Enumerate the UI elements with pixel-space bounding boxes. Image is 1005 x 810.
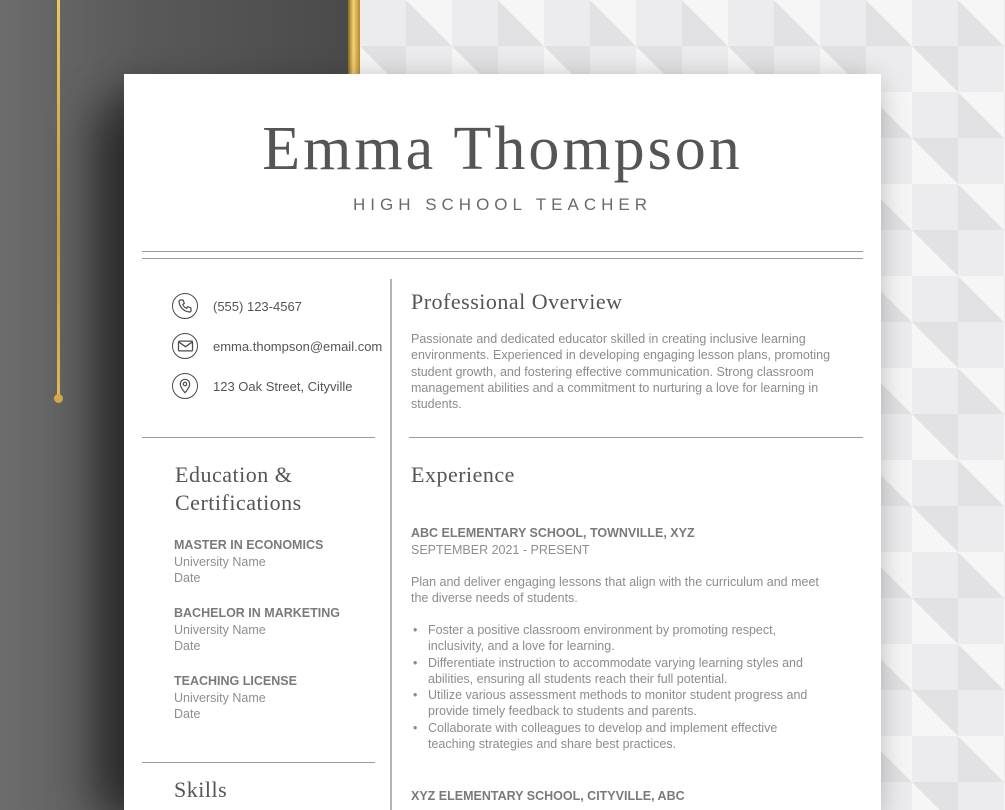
- education-item: [174, 673, 297, 723]
- education-item: [174, 537, 323, 587]
- phone-icon: [172, 293, 198, 319]
- education-item: [174, 605, 340, 655]
- education-school: University Name: [174, 690, 266, 705]
- education-date: Date: [174, 639, 201, 653]
- education-school: University Name: [174, 622, 266, 637]
- experience-heading: Experience: [411, 462, 515, 487]
- job-bullets: [411, 622, 821, 752]
- job-bullet: • Collaborate with colleagues to develop and implement effective teaching strategies and share best practices.: [411, 720, 821, 753]
- education-degree: TEACHING LICENSE: [174, 674, 297, 688]
- contact-email: [172, 332, 382, 360]
- candidate-name: Emma Thompson: [262, 115, 743, 183]
- job-bullet: • Foster a positive classroom environment by promoting respect, inclusivity, and a love for learning.: [411, 622, 821, 655]
- location-pin-icon: [172, 373, 198, 399]
- skills-heading: Skills: [174, 777, 228, 802]
- education-degree: MASTER IN ECONOMICS: [174, 538, 324, 552]
- contact-phone: [172, 292, 302, 320]
- candidate-title: HIGH SCHOOL TEACHER: [352, 195, 653, 214]
- education-date: Date: [174, 707, 201, 721]
- right-section-divider-1: [409, 437, 863, 438]
- left-section-divider-1: [142, 437, 375, 438]
- mail-icon: [172, 333, 198, 359]
- overview-heading: Professional Overview: [411, 289, 623, 314]
- education-heading: Education & Certifications: [175, 462, 302, 515]
- job-bullet: • Differentiate instruction to accommodate varying learning styles and abilities, ensuring all students reach their full potential.: [411, 655, 821, 688]
- contact-address-text: 123 Oak Street, Cityville: [213, 378, 353, 394]
- gold-pendant-dot: [54, 394, 63, 403]
- contact-email-text: emma.thompson@email.com: [213, 338, 383, 354]
- gold-accent-strip: [348, 0, 360, 74]
- column-divider: [390, 279, 392, 810]
- header-divider-bottom: [142, 258, 863, 259]
- job-employer: ABC ELEMENTARY SCHOOL, TOWNVILLE, XYZ: [411, 526, 695, 540]
- header-divider-top: [142, 251, 863, 252]
- job-dates: SEPTEMBER 2021 - PRESENT: [411, 543, 590, 557]
- overview-text: Passionate and dedicated educator skilled in creating inclusive learning environments. Experienced in developing engaging lesson plans, promoting student growth, and fostering effective communication. Strong classroom management abilities and a commitment to nurturing a love for learning in students.: [411, 332, 831, 412]
- contact-phone-text: (555) 123-4567: [213, 298, 302, 314]
- job-employer: XYZ ELEMENTARY SCHOOL, CITYVILLE, ABC: [411, 789, 685, 803]
- education-degree: BACHELOR IN MARKETING: [174, 606, 340, 620]
- education-school: University Name: [174, 554, 266, 569]
- left-section-divider-2: [142, 762, 375, 763]
- job-bullet: • Utilize various assessment methods to monitor student progress and provide timely feedback to students and parents.: [411, 687, 821, 720]
- contact-address: [172, 372, 352, 400]
- job-summary: Plan and deliver engaging lessons that align with the curriculum and meet the diverse needs of students.: [411, 575, 819, 606]
- education-date: Date: [174, 571, 201, 585]
